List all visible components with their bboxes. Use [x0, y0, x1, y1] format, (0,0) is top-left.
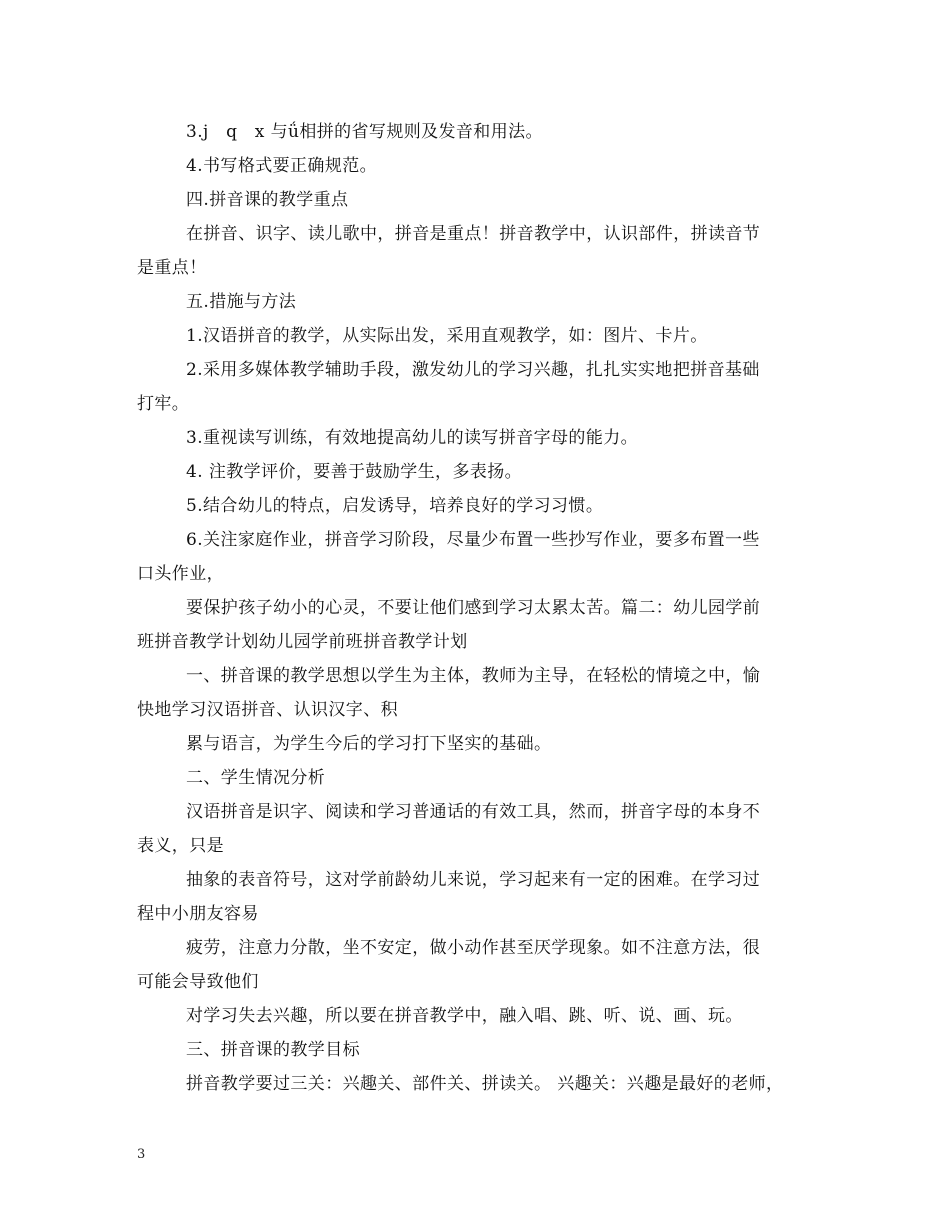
text-line: 5.结合幼儿的特点，启发诱导，培养良好的学习习惯。 — [186, 496, 604, 516]
section-heading: 三、拼音课的教学目标 — [186, 1040, 360, 1060]
text-line: 表义，只是 — [137, 836, 224, 856]
page-number: 3 — [137, 1147, 146, 1162]
text-line: 1.汉语拼音的教学，从实际出发，采用直观教学，如：图片、卡片。 — [186, 326, 708, 346]
text-line: 是重点！ — [137, 258, 207, 278]
text-line: 累与语言，为学生今后的学习打下坚实的基础。 — [186, 734, 552, 754]
text-line: 3.j q x 与ǘ相拼的省写规则及发音和用法。 — [186, 122, 543, 142]
text-line: 口头作业， — [137, 564, 224, 584]
text-line: 在拼音、识字、读儿歌中，拼音是重点！拼音教学中，认识部件，拼读音节 — [186, 224, 761, 244]
text-line: 4.书写格式要正确规范。 — [186, 156, 378, 176]
text-line: 要保护孩子幼小的心灵，不要让他们感到学习太累太苦。篇二：幼儿园学前 — [186, 598, 761, 618]
text-line: 3.重视读写训练，有效地提高幼儿的读写拼音字母的能力。 — [186, 428, 639, 448]
text-line: 疲劳，注意力分散，坐不安定，做小动作甚至厌学现象。如不注意方法，很 — [186, 938, 761, 958]
section-heading: 四.拼音课的教学重点 — [186, 190, 349, 210]
section-heading: 二、学生情况分析 — [186, 768, 326, 788]
text-line: 4. 注教学评价，要善于鼓励学生，多表扬。 — [186, 462, 523, 482]
text-line: 可能会导致他们 — [137, 972, 259, 992]
section-heading: 五.措施与方法 — [186, 292, 297, 312]
text-line: 拼音教学要过三关：兴趣关、部件关、拼读关。 兴趣关：兴趣是最好的老师， — [186, 1074, 784, 1094]
text-line: 抽象的表音符号，这对学前龄幼儿来说，学习起来有一定的困难。在学习过 — [186, 870, 761, 890]
text-line: 一、拼音课的教学思想以学生为主体，教师为主导，在轻松的情境之中，愉 — [186, 666, 761, 686]
text-line: 程中小朋友容易 — [137, 904, 259, 924]
text-line: 2.采用多媒体教学辅助手段，激发幼儿的学习兴趣，扎扎实实地把拼音基础 — [186, 360, 760, 380]
text-line: 对学习失去兴趣，所以要在拼音教学中，融入唱、跳、听、说、画、玩。 — [186, 1006, 743, 1026]
text-line: 快地学习汉语拼音、认识汉字、积 — [137, 700, 398, 720]
text-line: 6.关注家庭作业，拼音学习阶段，尽量少布置一些抄写作业，要多布置一些 — [186, 530, 760, 550]
text-line: 班拼音教学计划幼儿园学前班拼音教学计划 — [137, 632, 468, 652]
text-line: 汉语拼音是识字、阅读和学习普通话的有效工具，然而，拼音字母的本身不 — [186, 802, 761, 822]
text-line: 打牢。 — [137, 394, 190, 414]
